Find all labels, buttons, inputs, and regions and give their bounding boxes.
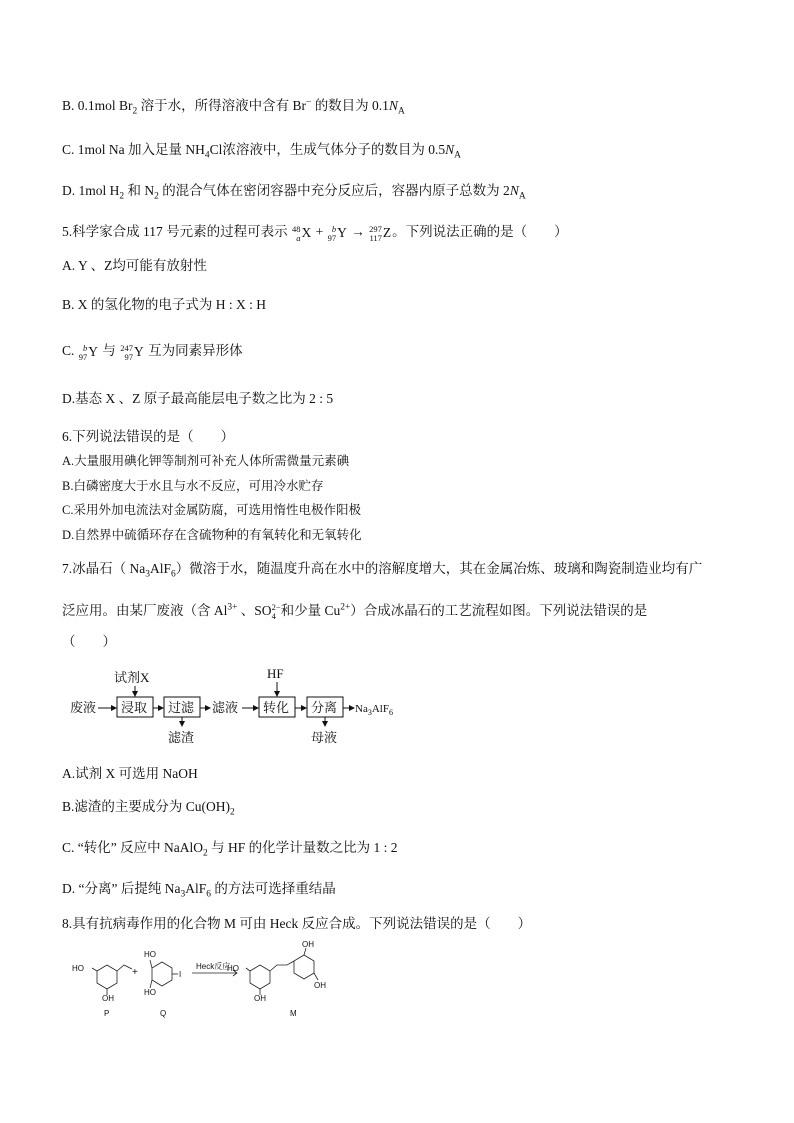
q4-option-d bbox=[62, 181, 526, 201]
flow-filtrate: 滤液 bbox=[212, 700, 239, 715]
subscript: 4 bbox=[204, 150, 210, 161]
q-ho-top: HO bbox=[144, 950, 156, 959]
flow-filter: 过滤 bbox=[168, 700, 195, 715]
text: B. 0.1mol Br bbox=[62, 98, 133, 113]
q6-option-d: D.自然界中硫循环存在含硫物种的有氧转化和无氧转化 bbox=[62, 528, 362, 542]
q7-option-a: A.试剂 X 可选用 NaOH bbox=[62, 766, 198, 781]
text: 溶于水，所得溶液中含有 Br bbox=[137, 98, 306, 113]
heck-label: Heck反应 bbox=[196, 962, 231, 971]
na-symbol: N bbox=[509, 183, 519, 198]
text: 和 N bbox=[124, 183, 155, 198]
q5-option-d: D.基态 X 、Z 原子最高能层电子数之比为 2 : 5 bbox=[62, 391, 334, 406]
label-q: Q bbox=[160, 1009, 167, 1018]
text: Cl浓溶液中，生成气体分子的数目为 0.5 bbox=[209, 142, 446, 157]
nuclide-z: 297 117 Z bbox=[369, 223, 392, 243]
text: D. 1mol H bbox=[62, 183, 120, 198]
q7-option-c: C. “转化” 反应中 NaAlO$_2$ 与 HF 的化学计量数之比为 1 : 2 bbox=[62, 840, 398, 859]
m-oh-left: OH bbox=[254, 994, 266, 1003]
q6-stem: 6.下列说法错误的是（ ） bbox=[62, 429, 235, 444]
q4-option-b bbox=[62, 96, 405, 116]
q8-stem: 8.具有抗病毒作用的化合物 M 可由 Heck 反应合成。下列说法错误的是（ ） bbox=[62, 916, 532, 931]
flow-residue: 滤渣 bbox=[168, 730, 195, 745]
text: 5.科学家合成 117 号元素的过程可表示 bbox=[62, 224, 288, 239]
flow-product: $Na_3AlF_6$ bbox=[355, 703, 393, 717]
q5-option-c: C. b 97 Y 与 247 97 Y 互为同素异形体 bbox=[62, 342, 243, 362]
nuclide-y2: 247 97 Y bbox=[120, 342, 144, 362]
q7-stem-line2: 泛应用。由某厂废液（含 $Al^{3+}$ 、SO 2− 4 和少量 $Cu^{2+}$）合成冰晶石的工艺流程如图。下列说法错误的是 bbox=[62, 601, 648, 621]
subscript: A bbox=[518, 191, 526, 202]
arrow: → bbox=[347, 224, 369, 239]
subscript: A bbox=[397, 106, 405, 117]
flow-waste: 废液 bbox=[70, 700, 97, 715]
na-symbol: N bbox=[445, 142, 455, 157]
subscript: A bbox=[454, 150, 461, 161]
flow-convert: 转化 bbox=[263, 700, 290, 715]
p-ho: HO bbox=[72, 964, 84, 973]
q4-option-c bbox=[62, 140, 461, 160]
flow-leach: 浸取 bbox=[121, 700, 148, 715]
flow-reagent: 试剂X bbox=[114, 670, 150, 685]
m-ho: HO bbox=[227, 964, 239, 973]
q5-option-b: B. X 的氢化物的电子式为 H : X : H bbox=[62, 297, 267, 312]
plus-sign: + bbox=[132, 967, 138, 978]
q7-stem-line1: 7.冰晶石（ $Na_3AlF_6$）微溶于水，随温度升高在水中的溶解度增大，其在金属冶炼、玻璃和陶瓷制造业均有广 bbox=[62, 561, 703, 580]
q7-stem-line3: （ ） bbox=[62, 634, 116, 649]
q5-option-a: A. Y 、Z均可能有放射性 bbox=[62, 258, 207, 273]
m-oh-right: OH bbox=[314, 981, 326, 990]
flow-mother: 母液 bbox=[311, 730, 338, 745]
na-symbol: N bbox=[388, 98, 398, 113]
flow-hf: HF bbox=[267, 666, 284, 681]
label-p: P bbox=[104, 1009, 110, 1018]
process-flowchart bbox=[62, 664, 422, 752]
flow-separate: 分离 bbox=[311, 700, 338, 715]
q6-option-a: A.大量服用碘化钾等制剂可补充人体所需微量元素碘 bbox=[62, 454, 350, 468]
p-oh: OH bbox=[102, 994, 114, 1003]
nuclide-y: b 97 Y bbox=[327, 223, 347, 243]
subscript: 2 bbox=[132, 106, 138, 117]
plus: + bbox=[312, 224, 327, 239]
nuclide-y1: b 97 Y bbox=[78, 342, 99, 362]
heck-reaction-scheme bbox=[62, 940, 362, 1020]
nuclide-x: 48 a X bbox=[292, 223, 312, 243]
label-m: M bbox=[290, 1009, 297, 1018]
text: C. 1mol Na 加入足量 NH bbox=[62, 142, 205, 157]
text: 。下列说法正确的是（ ） bbox=[392, 224, 568, 239]
text: 的混合气体在密闭容器中充分反应后，容器内原子总数为 2 bbox=[158, 183, 510, 198]
q-iodine: I bbox=[179, 970, 182, 979]
q6-option-c: C.采用外加电流法对金属防腐，可选用惰性电极作阳极 bbox=[62, 503, 361, 517]
q5-stem bbox=[62, 222, 568, 243]
q-ho-bottom: HO bbox=[144, 988, 156, 997]
q6-option-b: B.白磷密度大于水且与水不反应，可用冷水贮存 bbox=[62, 479, 324, 493]
q7-option-b: B.滤渣的主要成分为 $Cu(OH)_2$ bbox=[62, 799, 235, 818]
superscript: − bbox=[305, 97, 312, 108]
q7-option-d: D. “分离” 后提纯 $Na_3AlF_6$ 的方法可选择重结晶 bbox=[62, 881, 336, 900]
m-oh-top: OH bbox=[302, 940, 314, 949]
subscript: 2 bbox=[154, 191, 159, 202]
subscript: 2 bbox=[119, 191, 125, 202]
text: 的数目为 0.1 bbox=[311, 98, 389, 113]
